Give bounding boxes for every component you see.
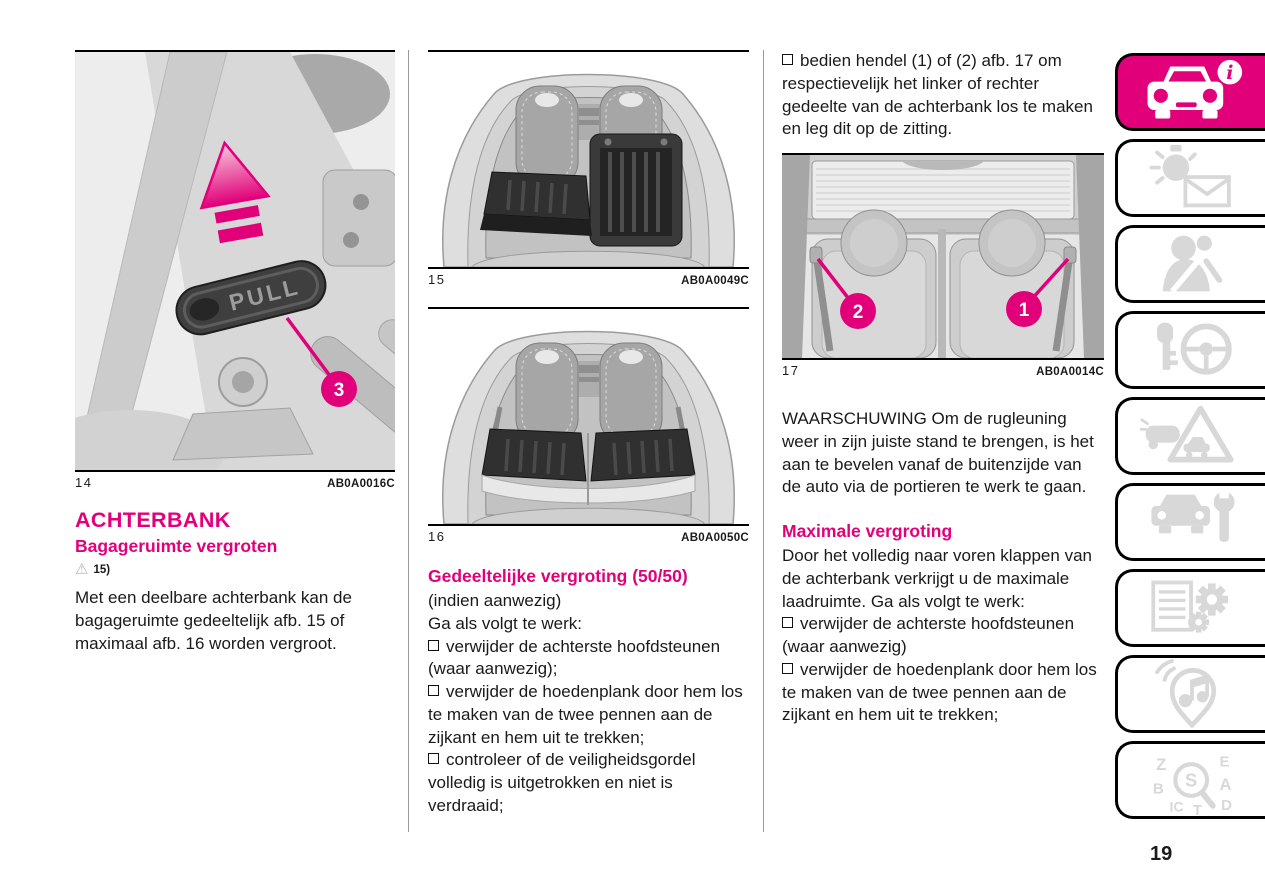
index-letter-t: T: [1192, 802, 1202, 815]
multimedia-icon: [1140, 659, 1244, 729]
index-letter-b: B: [1152, 780, 1164, 798]
bullet-square-icon: [782, 54, 793, 65]
index-letters-ic: IC: [1169, 799, 1184, 815]
figure-14-seat-release-handle: [75, 50, 395, 472]
intro-paragraph: Met een deelbare achterbank kan de bagageruimte gedeeltelijk afb. 15 of maximaal afb. 16 worden vergroot.: [75, 588, 352, 653]
page-number: 19: [1150, 843, 1173, 865]
tab-vehicle-info[interactable]: [1115, 53, 1265, 131]
pull-handle-label: PULL: [226, 273, 303, 316]
warning-ref-number: 15): [93, 563, 111, 576]
bullet-square-icon: [782, 663, 793, 674]
callout-1: 1: [1018, 300, 1030, 322]
figure-16-full-fold: [428, 307, 749, 526]
figure-14-caption: [75, 472, 395, 490]
figure-number: 15: [428, 272, 446, 287]
callout-3: 3: [333, 380, 345, 401]
car-wrench-icon: [1140, 487, 1244, 557]
tab-technical-data[interactable]: [1115, 569, 1265, 647]
spec-sheet-gear-icon: [1140, 573, 1244, 643]
index-letter-e: E: [1219, 753, 1230, 771]
list-item: [428, 749, 749, 817]
bullet-square-icon: [428, 753, 439, 764]
figure-15-partial-fold: [428, 50, 749, 269]
warning-paragraph: WAARSCHUWING Om de rugleuning weer in zijn juiste stand te brengen, is het aan te bevelen vanaf de buitenzijde van de auto via de portieren te werk te gaan.: [782, 409, 1094, 497]
list-item-text: verwijder de achterste hoofdsteunen (waar aanwezig);: [428, 636, 721, 679]
breakdown-triangle-icon: [1140, 401, 1244, 471]
column-divider: [408, 50, 409, 832]
full-fold-illustration: [428, 309, 749, 524]
procedure-intro: Door het volledig naar voren klappen van de achterbank verkrijgt u de maximale laadruimte. Ga als volgt te werk:: [782, 546, 1092, 611]
figure-number: 16: [428, 529, 446, 544]
figure-15-caption: [428, 269, 749, 287]
right-column: [782, 50, 1104, 727]
figure-code: AB0A0016C: [327, 478, 395, 490]
list-item: [782, 50, 1104, 141]
figure-code: AB0A0014C: [1036, 366, 1104, 379]
list-item-text: verwijder de achterste hoofdsteunen (waar aanwezig): [782, 614, 1075, 657]
figure-17-rear-seats: [782, 153, 1104, 360]
figure-number: 14: [75, 475, 93, 490]
bullet-square-icon: [782, 617, 793, 628]
procedure-intro: Ga als volgt te werk:: [428, 613, 583, 633]
tab-emergency[interactable]: [1115, 397, 1265, 475]
list-item-text: bedien hendel (1) of (2) afb. 17 om respectievelijk het linker of rechter gedeelte van de achterbank los te maken en leg dit op de zitting.: [782, 51, 1093, 139]
warning-triangle-icon: ⚠: [75, 561, 89, 578]
section-subtitle: Bagageruimte vergroten: [75, 536, 278, 556]
partial-fold-illustration: [428, 52, 749, 267]
info-badge: i: [1225, 61, 1233, 84]
index-letter-z: Z: [1155, 755, 1166, 774]
car-info-icon: [1140, 57, 1244, 127]
list-item: [428, 681, 749, 749]
tab-warning-lights-messages[interactable]: [1115, 139, 1265, 217]
list-item-text: controleer of de veiligheidsgordel volledig is uitgetrokken en niet is verdraaid;: [428, 750, 696, 815]
tab-starting-driving[interactable]: [1115, 311, 1265, 389]
figure-code: AB0A0049C: [681, 275, 749, 287]
availability-note: (indien aanwezig): [428, 591, 562, 610]
index-search-icon: [1140, 745, 1244, 815]
column-divider: [763, 50, 764, 832]
list-item: [782, 613, 1104, 659]
tab-alphabetical-index[interactable]: [1115, 741, 1265, 819]
left-column: [75, 50, 395, 655]
tab-safety[interactable]: [1115, 225, 1265, 303]
page-title: ACHTERBANK: [75, 508, 231, 532]
seatbelt-person-icon: [1140, 229, 1244, 299]
figure-17-caption: [782, 360, 1104, 378]
figure-code: AB0A0050C: [681, 532, 749, 544]
index-letter-a: A: [1219, 775, 1232, 794]
warning-light-message-icon: [1140, 143, 1244, 213]
list-item: [782, 659, 1104, 727]
figure-number: 17: [782, 363, 800, 379]
callout-2: 2: [852, 302, 864, 324]
key-steering-wheel-icon: [1140, 315, 1244, 385]
list-item-text: verwijder de hoedenplank door hem los te maken van de twee pennen aan de zijkant en hem uit te trekken;: [428, 682, 743, 747]
figure-16-caption: [428, 526, 749, 544]
chapter-tab-sidebar: [1115, 53, 1265, 827]
section-heading: Maximale vergroting: [782, 521, 953, 542]
bullet-square-icon: [428, 685, 439, 696]
section-heading: Gedeeltelijke vergroting (50/50): [428, 566, 688, 586]
list-item-text: verwijder de hoedenplank door hem los te maken van de twee pennen aan de zijkant en hem uit te trekken;: [782, 659, 1097, 725]
seat-release-handle-illustration: [75, 52, 395, 470]
warning-reference: [75, 562, 395, 577]
rear-seats-illustration: [782, 155, 1104, 358]
tab-servicing-care[interactable]: [1115, 483, 1265, 561]
tab-multimedia[interactable]: [1115, 655, 1265, 733]
bullet-square-icon: [428, 640, 439, 651]
index-letter-d: D: [1220, 797, 1232, 814]
middle-column: [428, 50, 749, 818]
list-item: [428, 636, 749, 682]
index-letter-s: S: [1184, 769, 1197, 791]
